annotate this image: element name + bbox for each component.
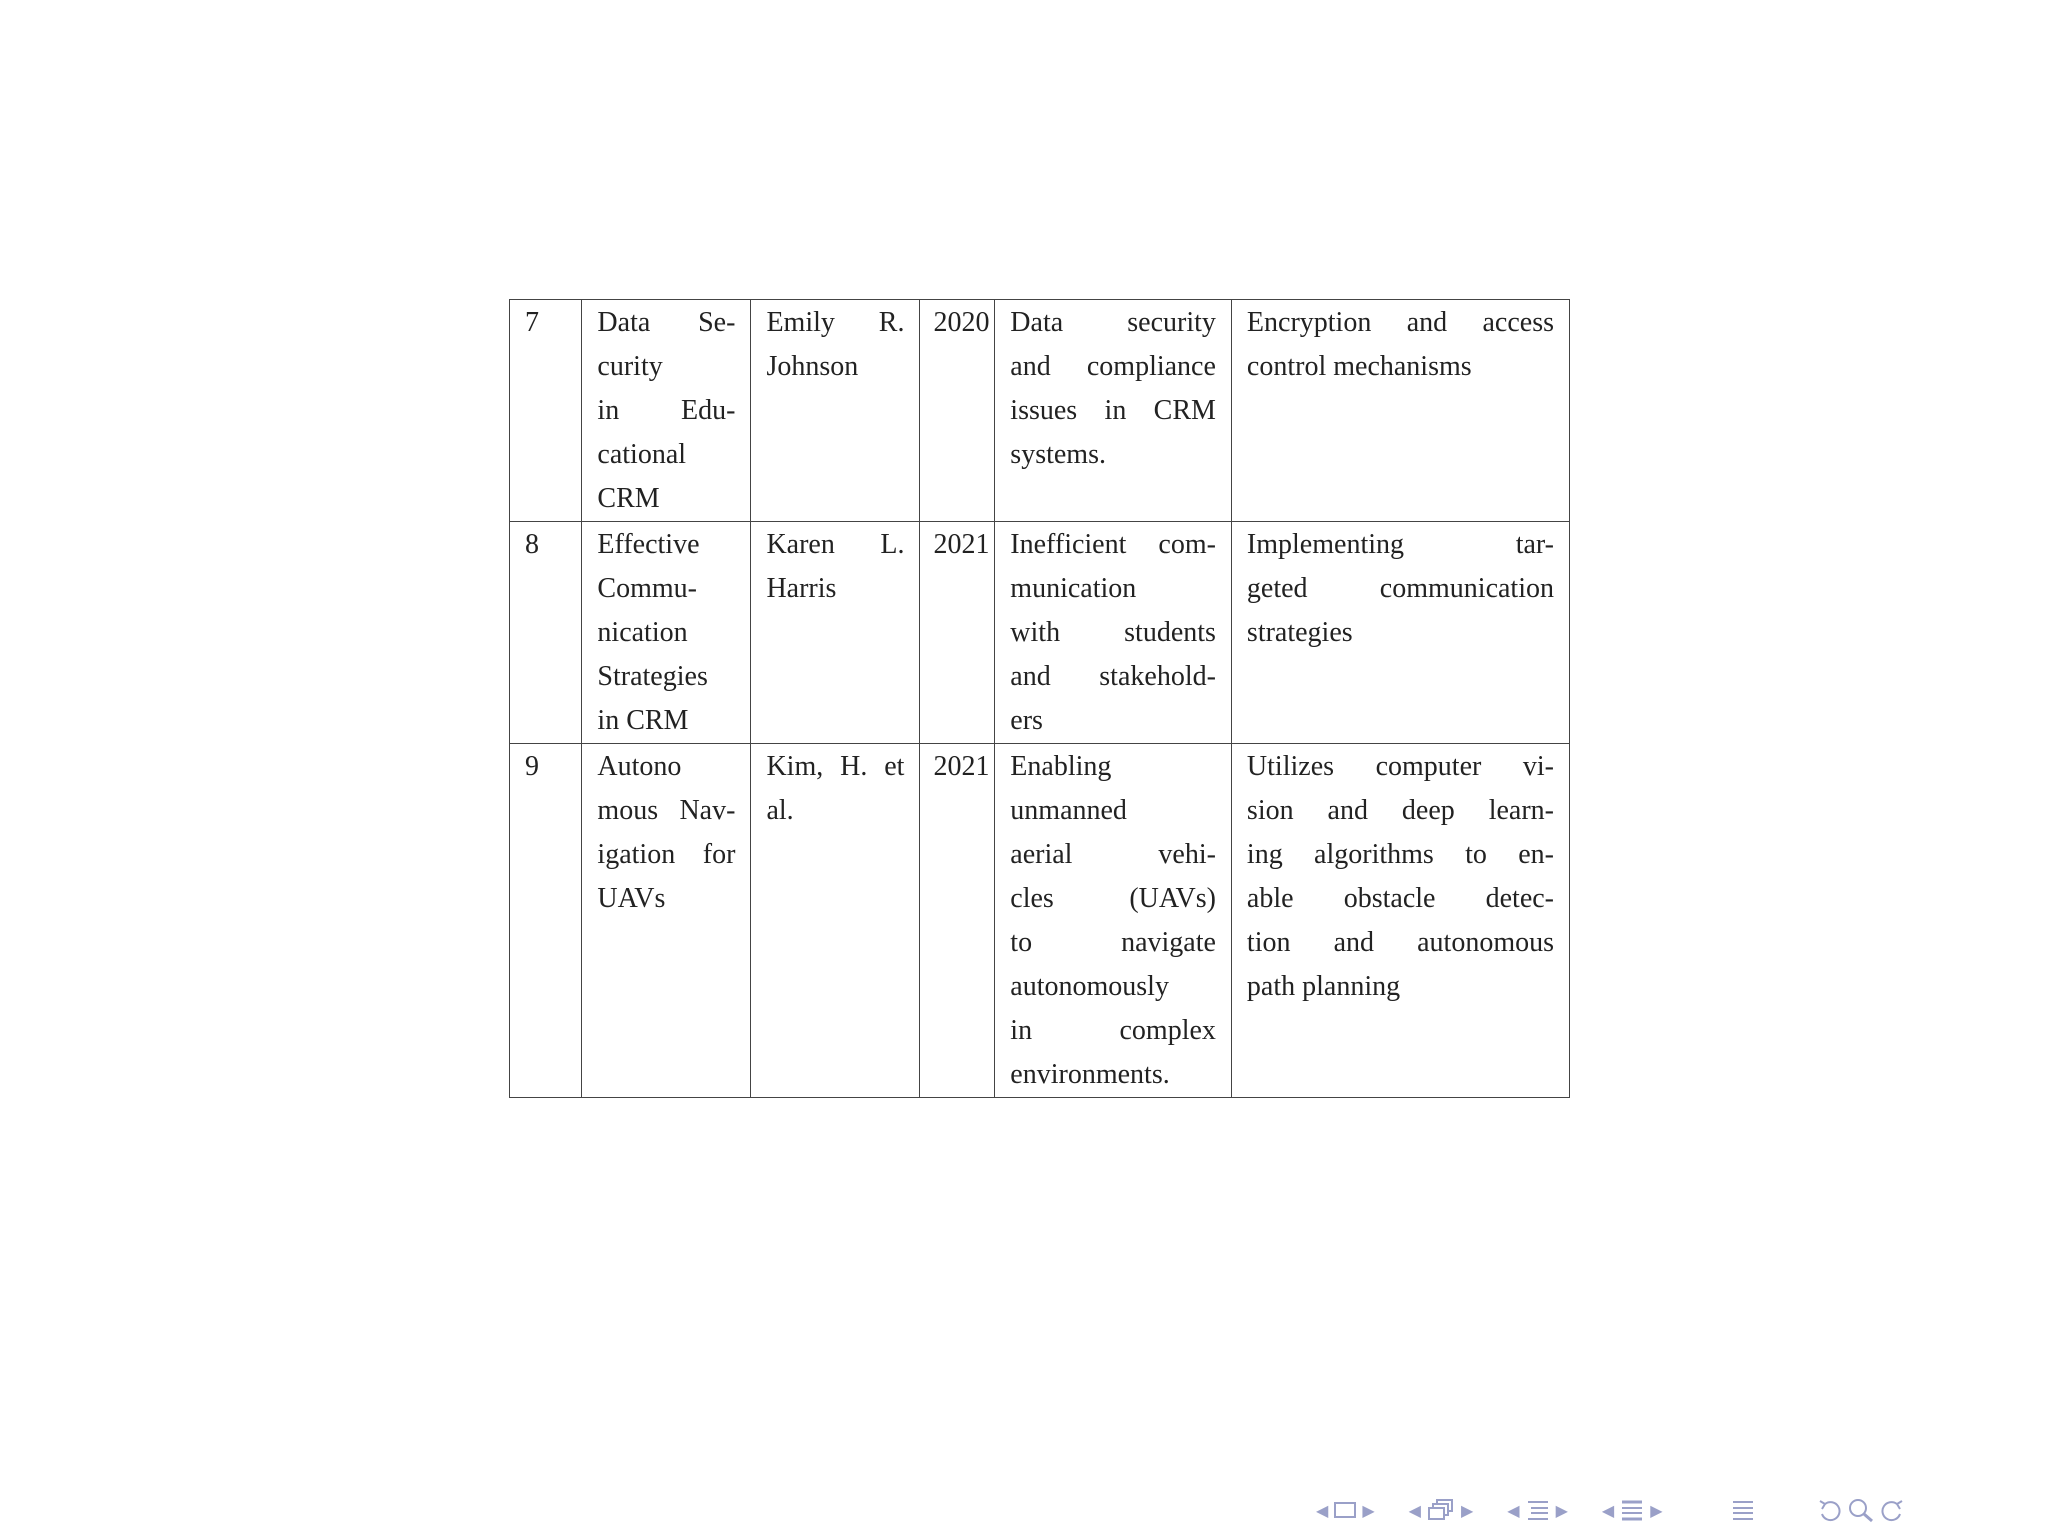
problem-statement-line: Enabling <box>1010 751 1112 782</box>
problem-statement-line: systems. <box>1010 439 1106 470</box>
solution-line: tion and autonomous <box>1246 927 1554 958</box>
toc-nav[interactable] <box>1731 1499 1755 1521</box>
paper-title-cell <box>582 300 751 522</box>
right-arrow-icon[interactable]: ▶ <box>1460 1500 1474 1520</box>
solution-line: able obstacle detec- <box>1246 883 1554 914</box>
paper-title-cell <box>582 522 751 744</box>
paper-title-line: igation for <box>597 839 736 870</box>
paper-title-line: Autono <box>597 751 682 782</box>
left-arrow-icon[interactable]: ◀ <box>1408 1500 1421 1520</box>
problem-statement-line: Inefficient com- <box>1010 529 1216 560</box>
author-line: al. <box>766 795 794 826</box>
author-line: Harris <box>766 573 837 604</box>
section-nav[interactable] <box>1596 1499 1669 1521</box>
search-controls[interactable] <box>1817 1497 1905 1523</box>
solution-cell <box>1231 300 1569 522</box>
problem-statement-line: and compliance <box>1010 351 1216 382</box>
problem-statement-line: cles (UAVs) <box>1010 883 1216 914</box>
undo-icon[interactable] <box>1817 1498 1843 1522</box>
problem-statement-line: aerial vehi- <box>1010 839 1216 870</box>
paper-title-line: nication <box>597 617 688 648</box>
section-nav-icon[interactable] <box>1620 1499 1644 1521</box>
solution-line: path planning <box>1246 971 1401 1002</box>
right-arrow-icon[interactable]: ▶ <box>1650 1500 1663 1520</box>
row-number-cell: 8 <box>510 522 582 744</box>
paper-title-line: CRM <box>597 483 660 514</box>
paper-title-line: in CRM <box>597 705 689 736</box>
problem-statement-line: and stakehold- <box>1010 661 1216 692</box>
author-cell <box>751 744 920 1098</box>
right-arrow-icon[interactable]: ▶ <box>1362 1500 1375 1520</box>
author-line: Kim, H. et <box>766 751 905 782</box>
author-line: Emily R. <box>766 307 905 338</box>
row-number-cell: 9 <box>510 744 582 1098</box>
frame-nav-icon[interactable] <box>1427 1498 1455 1522</box>
subsection-nav[interactable] <box>1501 1499 1574 1521</box>
problem-statement-line: Data security <box>1010 307 1216 338</box>
problem-statement-line: with students <box>1010 617 1216 648</box>
year-cell: 2021 <box>920 744 995 1098</box>
slide-nav[interactable] <box>1310 1501 1381 1520</box>
author-cell <box>751 300 920 522</box>
author-cell <box>751 522 920 744</box>
paper-title-line: in Edu- <box>597 395 736 426</box>
problem-statement-cell <box>995 522 1232 744</box>
author-line: Johnson <box>766 351 859 382</box>
solution-line: geted communication <box>1246 573 1554 604</box>
toc-icon[interactable] <box>1731 1499 1755 1521</box>
frame-nav[interactable] <box>1403 1498 1480 1522</box>
right-arrow-icon[interactable]: ▶ <box>1555 1500 1568 1520</box>
year-cell: 2020 <box>920 300 995 522</box>
solution-line: Implementing tar- <box>1246 529 1554 560</box>
left-arrow-icon[interactable]: ◀ <box>1316 1500 1329 1520</box>
problem-statement-line: autonomously <box>1010 971 1169 1002</box>
problem-statement-line: environments. <box>1010 1059 1170 1090</box>
redo-icon[interactable] <box>1879 1498 1905 1522</box>
solution-line: Utilizes computer vi- <box>1246 751 1554 782</box>
problem-statement-line: unmanned <box>1010 795 1127 826</box>
problem-statement-line: in complex <box>1010 1015 1216 1046</box>
subsection-nav-icon[interactable] <box>1526 1499 1550 1521</box>
paper-title-line: mous Nav- <box>597 795 736 826</box>
paper-title-line: curity <box>597 351 663 382</box>
problem-statement-line: issues in CRM <box>1010 395 1216 426</box>
author-line: Karen L. <box>766 529 905 560</box>
beamer-navigation-bar <box>1310 1492 1905 1528</box>
paper-title-line: Strategies <box>597 661 708 692</box>
problem-statement-line: munication <box>1010 573 1137 604</box>
solution-line: ing algorithms to en- <box>1246 839 1554 870</box>
solution-line: strategies <box>1246 617 1353 648</box>
table-row <box>510 744 1570 1098</box>
paper-title-cell <box>582 744 751 1098</box>
solution-line: Encryption and access <box>1246 307 1554 338</box>
solution-line: control mechanisms <box>1246 351 1472 382</box>
solution-line: sion and deep learn- <box>1246 795 1554 826</box>
problem-statement-cell <box>995 744 1232 1098</box>
left-arrow-icon[interactable]: ◀ <box>1601 1500 1615 1520</box>
table-row <box>510 300 1570 522</box>
search-icon[interactable] <box>1847 1497 1875 1523</box>
solution-cell <box>1231 744 1569 1098</box>
paper-title-line: Commu- <box>597 573 697 604</box>
references-table <box>509 299 1570 1098</box>
paper-title-line: Data Se- <box>597 307 736 338</box>
problem-statement-cell <box>995 300 1232 522</box>
problem-statement-line: ers <box>1010 705 1043 736</box>
solution-cell <box>1231 522 1569 744</box>
slide-nav-icon[interactable] <box>1334 1501 1356 1519</box>
left-arrow-icon[interactable]: ◀ <box>1507 1500 1520 1520</box>
table-row <box>510 522 1570 744</box>
paper-title-line: Effective <box>597 529 700 560</box>
paper-title-line: cational <box>597 439 687 470</box>
paper-title-line: UAVs <box>597 883 666 914</box>
row-number-cell: 7 <box>510 300 582 522</box>
problem-statement-line: to navigate <box>1010 927 1216 958</box>
year-cell: 2021 <box>920 522 995 744</box>
